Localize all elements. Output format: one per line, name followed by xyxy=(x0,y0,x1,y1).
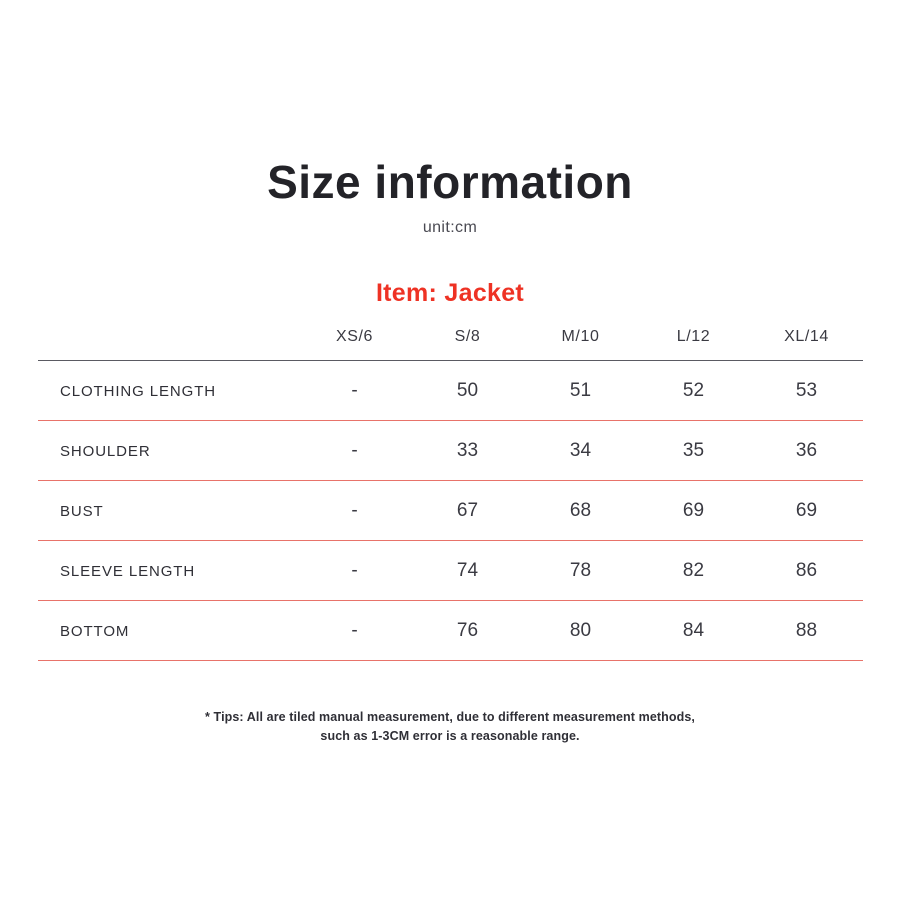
column-header-s: S/8 xyxy=(454,328,481,345)
size-table-header xyxy=(38,322,863,361)
column-header-measure xyxy=(38,322,298,361)
row-label: BUST xyxy=(38,481,298,541)
column-header-m: M/10 xyxy=(561,328,600,345)
header-row xyxy=(38,322,863,361)
cell-value: 50 xyxy=(411,361,524,421)
table-row xyxy=(38,421,863,481)
page-title: Size information xyxy=(267,156,633,208)
cell-value: - xyxy=(298,541,411,601)
row-label: BOTTOM xyxy=(38,601,298,661)
cell-value: 82 xyxy=(637,541,750,601)
cell-value: 53 xyxy=(750,361,863,421)
cell-value: 35 xyxy=(637,421,750,481)
table-row xyxy=(38,601,863,661)
cell-value: 88 xyxy=(750,601,863,661)
cell-value: 67 xyxy=(411,481,524,541)
cell-value: - xyxy=(298,481,411,541)
cell-value: 69 xyxy=(750,481,863,541)
cell-value: 84 xyxy=(637,601,750,661)
row-label: SHOULDER xyxy=(38,421,298,481)
table-row xyxy=(38,361,863,421)
size-table-container xyxy=(38,322,862,661)
cell-value: 51 xyxy=(524,361,637,421)
cell-value: 68 xyxy=(524,481,637,541)
cell-value: 78 xyxy=(524,541,637,601)
column-header-xl: XL/14 xyxy=(784,328,829,345)
cell-value: 34 xyxy=(524,421,637,481)
cell-value: 36 xyxy=(750,421,863,481)
unit-label: unit:cm xyxy=(422,219,478,236)
row-label: CLOTHING LENGTH xyxy=(38,361,298,421)
cell-value: 86 xyxy=(750,541,863,601)
cell-value: 69 xyxy=(637,481,750,541)
cell-value: 80 xyxy=(524,601,637,661)
column-header-xs: XS/6 xyxy=(335,328,374,345)
table-row xyxy=(38,541,863,601)
item-label: Item: Jacket xyxy=(375,279,525,307)
cell-value: - xyxy=(298,601,411,661)
table-row xyxy=(38,481,863,541)
size-table-body xyxy=(38,361,863,661)
row-label: SLEEVE LENGTH xyxy=(38,541,298,601)
measurement-note xyxy=(0,708,900,747)
cell-value: 52 xyxy=(637,361,750,421)
measurement-note-line1: * Tips: All are tiled manual measurement, due to different measurement methods, xyxy=(205,710,695,724)
cell-value: - xyxy=(298,421,411,481)
size-table xyxy=(38,322,863,661)
cell-value: 76 xyxy=(411,601,524,661)
cell-value: 74 xyxy=(411,541,524,601)
cell-value: - xyxy=(298,361,411,421)
cell-value: 33 xyxy=(411,421,524,481)
column-header-l: L/12 xyxy=(676,328,711,345)
measurement-note-line2: such as 1-3CM error is a reasonable range. xyxy=(320,729,580,744)
